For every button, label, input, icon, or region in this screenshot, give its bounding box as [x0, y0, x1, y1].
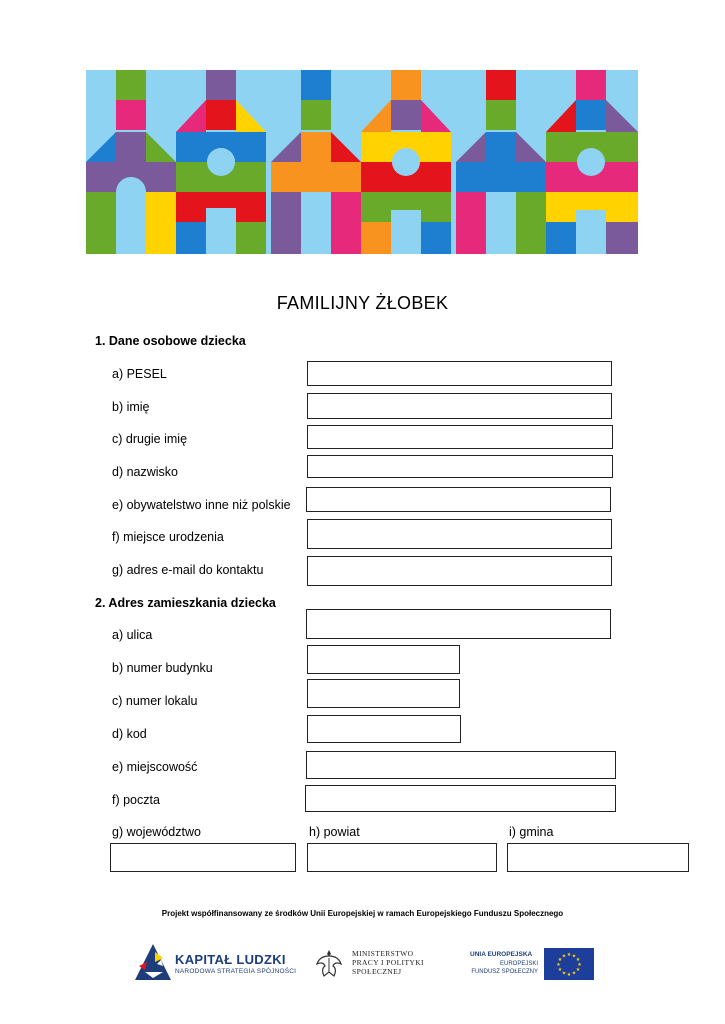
label-email: g) adres e-mail do kontaktu	[112, 563, 264, 577]
kapital-ludzki-emblem-icon	[133, 940, 173, 982]
kapital-ludzki-subtitle: NARODOWA STRATEGIA SPÓJNOŚCI	[175, 968, 297, 975]
eagle-emblem-icon	[316, 948, 342, 978]
kapital-ludzki-logo	[133, 940, 303, 984]
eu-line3: FUNDUSZ SPOŁECZNY	[471, 969, 538, 975]
label-commune: i) gmina	[509, 825, 554, 839]
page-title: FAMILIJNY ŻŁOBEK	[276, 293, 449, 313]
ministry-line2: PRACY I POLITYKI	[352, 958, 424, 967]
city-input[interactable]	[306, 751, 616, 779]
label-first-name: b) imię	[112, 400, 150, 414]
label-city: e) miejscowość	[112, 760, 198, 774]
svg-text:★: ★	[577, 962, 582, 968]
label-county: h) powiat	[309, 825, 360, 839]
banner-blocks-image	[86, 70, 638, 254]
label-birthplace: f) miejsce urodzenia	[112, 530, 224, 544]
apartment-number-input[interactable]	[307, 679, 460, 708]
eu-logo	[466, 948, 594, 980]
svg-text:★: ★	[557, 967, 563, 973]
label-postal-code: d) kod	[112, 727, 147, 741]
svg-text:★: ★	[556, 962, 561, 968]
label-voivodeship: g) województwo	[112, 825, 201, 839]
building-number-input[interactable]	[307, 645, 460, 674]
citizenship-input[interactable]	[306, 487, 611, 512]
svg-text:★: ★	[571, 970, 577, 977]
svg-text:★: ★	[561, 970, 567, 977]
surname-input[interactable]	[307, 455, 613, 478]
ministry-logo	[316, 948, 436, 980]
pesel-input[interactable]	[307, 361, 612, 386]
second-name-input[interactable]	[307, 425, 613, 449]
label-street: a) ulica	[112, 628, 153, 642]
svg-text:★: ★	[557, 957, 563, 963]
birthplace-input[interactable]	[307, 519, 612, 549]
street-input[interactable]	[306, 609, 611, 639]
svg-text:★: ★	[561, 953, 567, 960]
commune-input[interactable]	[507, 843, 689, 872]
svg-text:★: ★	[571, 953, 577, 960]
ministry-line1: MINISTERSTWO	[352, 949, 414, 958]
label-second-name: c) drugie imię	[112, 432, 188, 446]
postal-code-input[interactable]	[307, 715, 461, 743]
label-citizenship: e) obywatelstwo inne niż polskie	[112, 498, 291, 512]
voivodeship-input[interactable]	[110, 843, 296, 872]
eu-flag-icon	[544, 948, 594, 980]
label-building-number: b) numer budynku	[112, 661, 213, 675]
label-post-office: f) poczta	[112, 793, 160, 807]
ministry-line3: SPOŁECZNEJ	[352, 967, 402, 976]
label-surname: d) nazwisko	[112, 465, 178, 479]
svg-text:★: ★	[566, 972, 572, 978]
section-heading-personal-data: 1. Dane osobowe dziecka	[95, 334, 246, 348]
first-name-input[interactable]	[307, 393, 612, 419]
kapital-ludzki-title: KAPITAŁ LUDZKI	[175, 952, 286, 967]
email-input[interactable]	[307, 556, 612, 586]
eu-line2: EUROPEJSKI	[499, 961, 538, 967]
label-pesel: a) PESEL	[112, 367, 167, 381]
section-heading-address: 2. Adres zamieszkania dziecka	[95, 596, 276, 610]
svg-text:★: ★	[575, 957, 581, 963]
post-office-input[interactable]	[305, 785, 616, 812]
svg-text:★: ★	[575, 967, 581, 973]
svg-text:★: ★	[566, 952, 572, 958]
cofinancing-note: Projekt współfinansowany ze środków Unii Europejskiej w ramach Europejskiego Funduszu Społecznego	[161, 909, 564, 918]
label-apartment-number: c) numer lokalu	[112, 694, 198, 708]
eu-line1: UNIA EUROPEJSKA	[470, 951, 533, 958]
county-input[interactable]	[307, 843, 497, 872]
